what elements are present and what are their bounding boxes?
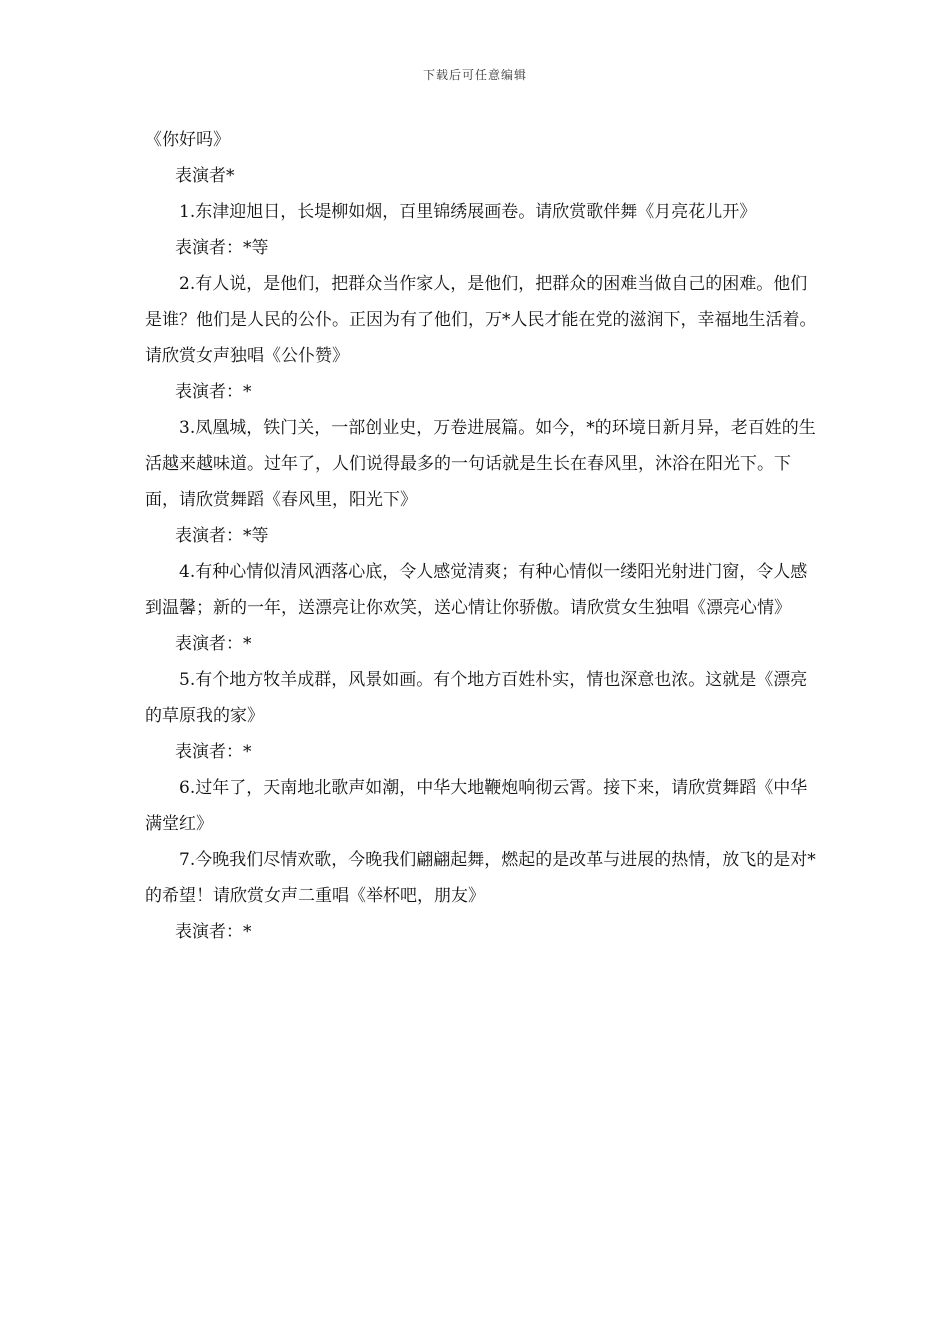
program-item: 2.有人说，是他们，把群众当作家人，是他们，把群众的困难当做自己的困难。他们是谁？他们是人民的公仆。正因为有了他们，万*人民才能在党的滋润下，幸福地生活着。请欣赏女声独唱《公仆赞》	[145, 274, 817, 366]
program-item: 6.过年了，天南地北歌声如潮，中华大地鞭炮响彻云霄。接下来，请欣赏舞蹈《中华满堂红》	[145, 778, 808, 834]
performer-line: 表演者：*	[175, 634, 252, 654]
program-item: 3.凤凰城，铁门关，一部创业史，万卷进展篇。如今，*的环境日新月异，老百姓的生活越来越味道。过年了，人们说得最多的一句话就是生长在春风里，沐浴在阳光下。下面，请欣赏舞蹈《春风里，阳光下》	[145, 418, 816, 510]
performer-line: 表演者：*等	[175, 526, 269, 546]
program-item: 7.今晚我们尽情欢歌，今晚我们翩翩起舞，燃起的是改革与进展的热情，放飞的是对*的希望！请欣赏女声二重唱《举杯吧，朋友》	[145, 850, 816, 906]
program-title: 《你好吗》	[145, 130, 230, 150]
document-body	[145, 122, 817, 950]
performer-line: 表演者：*	[175, 742, 252, 762]
performer-line: 表演者*	[175, 166, 235, 186]
program-item: 1.东津迎旭日，长堤柳如烟，百里锦绣展画卷。请欣赏歌伴舞《月亮花儿开》	[179, 202, 757, 222]
performer-line: 表演者：*等	[175, 238, 269, 258]
program-item: 4.有种心情似清风洒落心底，令人感觉清爽；有种心情似一缕阳光射进门窗，令人感到温馨；新的一年，送漂亮让你欢笑，送心情让你骄傲。请欣赏女生独唱《漂亮心情》	[145, 562, 808, 618]
performer-line: 表演者：*	[175, 922, 252, 942]
program-item: 5.有个地方牧羊成群，风景如画。有个地方百姓朴实，情也深意也浓。这就是《漂亮的草原我的家》	[145, 670, 808, 726]
performer-line: 表演者：*	[175, 382, 252, 402]
page-header: 下载后可任意编辑	[422, 68, 527, 82]
